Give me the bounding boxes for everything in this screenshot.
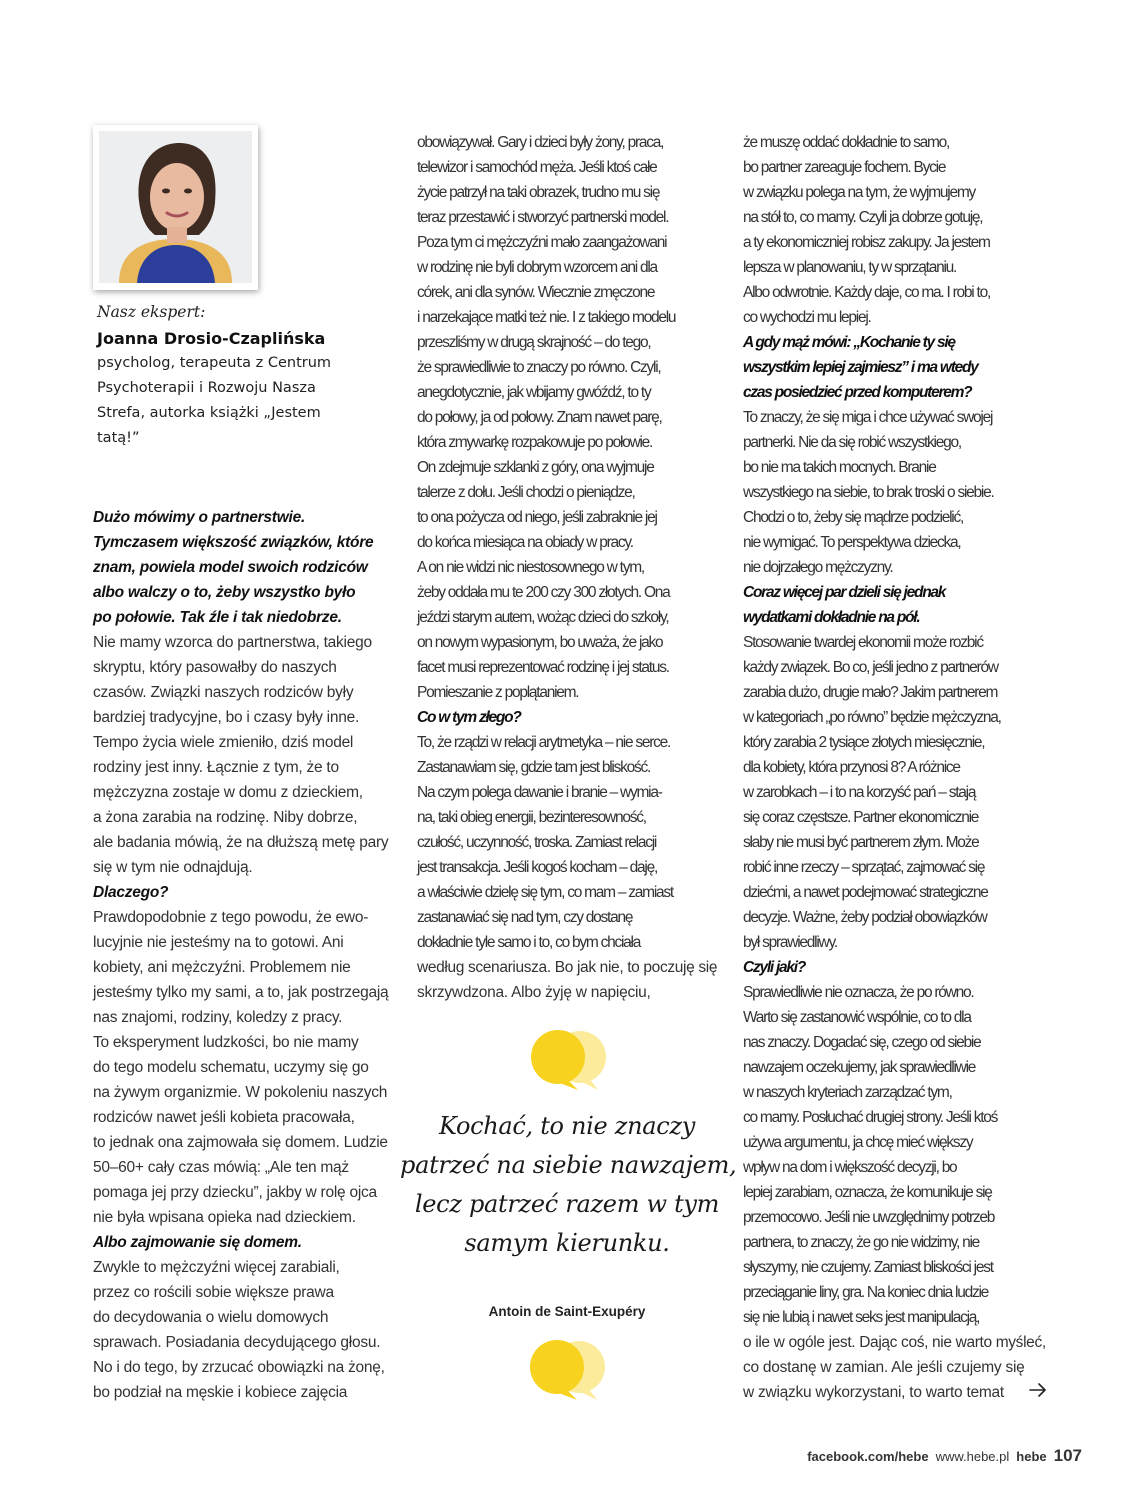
article-text-line: robić inne rzeczy – sprzątać, zajmować się (743, 859, 985, 876)
article-text-line: partnerki. Nie da się robić wszystkiego, (743, 434, 961, 451)
article-text-line: rodziny jest inny. Łącznie z tym, że to (93, 759, 339, 776)
article-text-line: talerze z dołu. Jeśli chodzi o pieniądze, (417, 484, 635, 501)
section-heading-line: A gdy mąż mówi: „Kochanie ty się (743, 334, 955, 351)
pull-quote-line: Kochać, to nie znaczy (438, 1112, 696, 1140)
article-text-line: słyszymy, nie czujemy. Zamiast bliskości jest (743, 1259, 993, 1276)
article-text-line: która zmywarkę rozpakowuje po połowie. (417, 434, 653, 451)
article-text-line: Nie mamy wzorca do partnerstwa, takiego (93, 634, 372, 651)
article-text-line: Chodzi o to, żeby się mądrze podzielić, (743, 509, 964, 526)
article-text-line: Tempo życia wiele zmieniło, dziś model (93, 734, 354, 751)
article-text-line: on nowym wypasionym, bo uważa, że jako (417, 634, 663, 651)
article-text-line: nie była wpisana opieka nad dzieckiem. (93, 1209, 356, 1226)
article-text-line: Poza tym ci mężczyźni mało zaangażowani (417, 234, 667, 251)
arrow-right-icon (1029, 1383, 1047, 1397)
article-text-line: partnera, to znaczy, że go nie widzimy, nie (743, 1234, 980, 1251)
article-text-line: wszystkiego na siebie, to brak troski o siebie. (743, 484, 994, 501)
quote-author: Antoin de Saint-Exupéry (488, 1304, 646, 1319)
article-text-line: do decydowania o wielu domowych (93, 1309, 329, 1326)
article-text-line: anegdotycznie, jak wbijamy gwóźdź, to ty (417, 384, 651, 401)
article-text-line: teraz przestawić i stworzyć partnerski model. (417, 209, 669, 226)
article-column-2 (417, 130, 717, 1005)
article-text-line: To eksperyment ludzkości, bo nie mamy (93, 1034, 359, 1051)
article-text-line: On zdejmuje szklanki z góry, ona wyjmuje (417, 459, 654, 476)
article-text-line: się w tym nie odnajdują. (93, 859, 253, 876)
article-text-line: 50–60+ cały czas mówią: „Ale ten mąż (93, 1159, 349, 1176)
article-text-line: lucyjnie nie jesteśmy na to gotowi. Ani (93, 934, 344, 951)
article-text-line: lepsza w planowaniu, ty w sprzątaniu. (743, 259, 957, 276)
section-heading-line: Albo zajmowanie się domem. (93, 1234, 302, 1251)
article-text-line: w kategoriach „po równo” będzie mężczyzna, (743, 709, 1001, 726)
footer-facebook-link[interactable]: facebook.com/hebe (807, 1449, 929, 1464)
article-text-line: bardziej tradycyjne, bo i czasy były inne. (93, 709, 360, 726)
article-text-line: skrzywdzona. Albo żyję w napięciu, (417, 984, 651, 1001)
article-text-line: nie wymigać. To perspektywa dziecka, (743, 534, 961, 551)
pull-quote-line: patrzeć na siebie nawzajem, (400, 1151, 737, 1179)
article-text-line: w zarobkach – i to na korzyść pań – stają (743, 784, 976, 801)
article-text-line: pomaga jej przy dziecku”, jakby w rolę ojca (93, 1184, 377, 1201)
section-heading-line: po połowie. Tak źle i tak niedobrze. (93, 609, 342, 626)
section-heading-line: Tymczasem większość związków, które (93, 534, 374, 551)
section-heading-line: czas posiedzieć przed komputerem? (743, 384, 972, 401)
article-text-line: że muszę oddać dokładnie to samo, (743, 134, 950, 151)
expert-description-line: Psychoterapii i Rozwoju Nasza (97, 380, 316, 396)
article-text-line: zarabia dużo, drugie mało? Jakim partnerem (743, 684, 998, 701)
yellow-quote-mark-icon (527, 1340, 609, 1400)
article-text-line: w naszych kryteriach zarządzać tym, (743, 1084, 952, 1101)
expert-photo-frame (93, 125, 258, 290)
article-text-line: decyzje. Ważne, żeby podział obowiązków (743, 909, 987, 926)
article-text-line: żeby oddała mu te 200 czy 300 złotych. Ona (417, 584, 670, 601)
article-text-line: a właściwie dzielę się tym, co mam – zamiast (417, 884, 673, 901)
article-text-line: słaby nie musi być partnerem złym. Może (743, 834, 979, 851)
article-text-line: w związku wykorzystani, to warto temat (743, 1384, 1004, 1401)
pull-quote-line: lecz patrzeć razem w tym (414, 1190, 720, 1218)
article-text-line: kobiety, ani mężczyźni. Problemem nie (93, 959, 351, 976)
page-number: 107 (1053, 1446, 1082, 1465)
expert-description (97, 351, 377, 451)
article-text-line: na, taki obieg energii, bezinteresowność, (417, 809, 646, 826)
article-text-line: ale badania mówią, że na dłuższą metę pary (93, 834, 389, 851)
article-text-line: A on nie widzi nic niestosownego w tym, (417, 559, 644, 576)
article-text-line: nas znajomi, rodziny, koledzy z pracy. (93, 1009, 343, 1026)
section-heading-line: Dużo mówimy o partnerstwie. (93, 509, 306, 526)
article-text-line: na stół to, co mamy. Czyli ja dobrze gotuję, (743, 209, 983, 226)
expert-description-line: Strefa, autorka książki „Jestem (97, 405, 321, 421)
expert-description-line: psycholog, terapeuta z Centrum (97, 355, 332, 371)
article-text-line: zastanawiać się nad tym, czy dostanę (417, 909, 633, 926)
article-text-line: skryptu, który pasowałby do naszych (93, 659, 337, 676)
article-text-line: się coraz częstsze. Partner ekonomicznie (743, 809, 979, 826)
article-text-line: telewizor i samochód męża. Jeśli ktoś całe (417, 159, 657, 176)
article-text-line: się nie lubią i nawet seks jest manipulacją, (743, 1309, 980, 1326)
article-text-line: córek, ani dla synów. Wiecznie zmęczone (417, 284, 655, 301)
footer-website-link[interactable]: www.hebe.pl (935, 1449, 1010, 1464)
article-text-line: Stosowanie twardej ekonomii może rozbić (743, 634, 983, 651)
article-text-line: przeszliśmy w drugą skrajność – do tego, (417, 334, 651, 351)
article-text-line: dla kobiety, która przynosi 8? A różnice (743, 759, 960, 776)
article-text-line: w rodzinę nie byli dobrym wzorcem ani dla (417, 259, 657, 276)
article-text-line: Warto się zastanowić wspólnie, co to dla (743, 1009, 971, 1026)
article-text-line: lepiej zarabiam, oznacza, że komunikuje się (743, 1184, 992, 1201)
pull-quote (400, 1107, 737, 1263)
article-text-line: rodziców nawet jeśli kobieta pracowała, (93, 1109, 355, 1126)
article-text-line: wpływ na dom i większość decyzji, bo (743, 1159, 957, 1176)
section-heading-line: Dlaczego? (93, 884, 169, 901)
article-text-line: bo partner zareaguje fochem. Bycie (743, 159, 946, 176)
article-text-line: w związku polega na tym, że wyjmujemy (743, 184, 975, 201)
section-heading-line: Co w tym złego? (417, 709, 521, 726)
yellow-quote-mark-icon (528, 1030, 610, 1090)
article-text-line: do połowy, ja od połowy. Znam nawet parę, (417, 409, 662, 426)
article-text-line: co dostanę w zamian. Ale jeśli czujemy się (743, 1359, 1025, 1376)
article-text-line: przemocowo. Jeśli nie uwzględnimy potrzeb (743, 1209, 995, 1226)
section-heading-line: wydatkami dokładnie na pół. (743, 609, 920, 626)
section-heading-line: wszystkim lepiej zajmiesz” i ma wtedy (743, 359, 978, 376)
article-text-line: To znaczy, że się miga i chce używać swojej (743, 409, 993, 426)
article-text-line: na żywym organizmie. W pokoleniu naszych (93, 1084, 388, 1101)
article-column-1 (93, 505, 388, 1405)
article-text-line: Albo odwrotnie. Każdy daje, co ma. I robi to, (743, 284, 991, 301)
article-text-line: i narzekające matki też nie. I z takiego modelu (417, 309, 676, 326)
article-text-line: co wychodzi mu lepiej. (743, 309, 871, 326)
article-text-line: to ona pożycza od niego, jeśli zabraknie jej (417, 509, 657, 526)
article-text-line: a żona zarabia na rodzinę. Niby dobrze, (93, 809, 358, 826)
article-text-line: nas znaczy. Dogadać się, czego od siebie (743, 1034, 981, 1051)
article-text-line: Zwykle to mężczyźni więcej zarabiali, (93, 1259, 340, 1276)
expert-name: Joanna Drosio-Czaplińska (97, 329, 326, 348)
article-text-line: czasów. Związki naszych rodziców były (93, 684, 354, 701)
expert-label: Nasz ekspert: (97, 303, 206, 321)
article-text-line: że sprawiedliwie to znaczy po równo. Czyli, (417, 359, 661, 376)
article-text-line: jeździ starym autem, wożąc dzieci do szkoły, (417, 609, 669, 626)
pull-quote-line: samym kierunku. (464, 1229, 670, 1257)
article-text-line: przez co rościli sobie większe prawa (93, 1284, 334, 1301)
article-text-line: używa argumentu, ja chcę mieć większy (743, 1134, 973, 1151)
article-text-line: który zarabia 2 tysiące złotych miesięcznie, (743, 734, 985, 751)
expert-photo (99, 131, 252, 283)
article-text-line: No i do tego, by zrzucać obowiązki na żonę, (93, 1359, 385, 1376)
article-text-line: Sprawiedliwie nie oznacza, że po równo. (743, 984, 974, 1001)
article-text-line: życie patrzył na taki obrazek, trudno mu się (417, 184, 660, 201)
expert-description-line: tatą!” (97, 430, 140, 446)
article-text-line: dokładnie tyle samo i to, co bym chciała (417, 934, 641, 951)
article-text-line: mężczyzna zostaje w domu z dzieckiem, (93, 784, 363, 801)
expert-info (97, 303, 377, 451)
article-text-line: Pomieszanie z poplątaniem. (417, 684, 579, 701)
article-text-line: bo podział na męskie i kobiece zajęcia (93, 1384, 348, 1401)
article-text-line: według scenariusza. Bo jak nie, to poczuję się (417, 959, 718, 976)
footer-brand: hebe (1016, 1449, 1047, 1464)
article-text-line: dziećmi, a nawet podejmować strategiczne (743, 884, 988, 901)
article-text-line: jesteśmy tylko my sami, a to, jak postrzegają (93, 984, 389, 1001)
article-text-line: nawzajem oczekujemy, jak sprawiedliwie (743, 1059, 976, 1076)
section-heading-line: Czyli jaki? (743, 959, 806, 976)
article-text-line: co mamy. Posłuchać drugiej strony. Jeśli ktoś (743, 1109, 998, 1126)
article-text-line: Zastanawiam się, gdzie tam jest bliskość. (417, 759, 651, 776)
article-text-line: a ty ekonomiczniej robisz zakupy. Ja jestem (743, 234, 990, 251)
article-text-line: przeciąganie liny, gra. Na koniec dnia ludzie (743, 1284, 989, 1301)
article-text-line: Na czym polega dawanie i branie – wymia- (417, 784, 662, 801)
article-text-line: sprawach. Posiadania decydującego głosu. (93, 1334, 381, 1351)
section-heading-line: Coraz więcej par dzieli się jednak (743, 584, 946, 601)
article-text-line: Prawdopodobnie z tego powodu, że ewo- (93, 909, 369, 926)
article-text-line: o ile w ogóle jest. Dając coś, nie warto myśleć, (743, 1334, 1046, 1351)
section-heading-line: znam, powiela model swoich rodziców (93, 559, 368, 576)
article-column-3 (743, 130, 1046, 1405)
page-footer (807, 1446, 1082, 1466)
article-text-line: obowiązywał. Gary i dzieci były żony, praca, (417, 134, 664, 151)
article-text-line: do końca miesiąca na obiady w pracy. (417, 534, 633, 551)
article-text-line: każdy związek. Bo co, jeśli jedno z partnerów (743, 659, 998, 676)
section-heading-line: albo walczy o to, żeby wszystko było (93, 584, 356, 601)
article-text-line: To, że rządzi w relacji arytmetyka – nie serce. (417, 734, 671, 751)
article-text-line: jest transakcja. Jeśli kogoś kocham – daję, (417, 859, 658, 876)
article-text-line: nie dojrzałego mężczyzny. (743, 559, 893, 576)
article-text-line: bo nie ma takich mocnych. Branie (743, 459, 936, 476)
article-text-line: do tego modelu schematu, uczymy się go (93, 1059, 369, 1076)
article-text-line: był sprawiedliwy. (743, 934, 837, 951)
article-text-line: to jednak ona zajmowała się domem. Ludzie (93, 1134, 388, 1151)
article-text-line: facet musi reprezentować rodzinę i jej status. (417, 659, 669, 676)
expert-portrait (99, 131, 252, 283)
article-text-line: czułość, uczynność, troska. Zamiast relacji (417, 834, 657, 851)
